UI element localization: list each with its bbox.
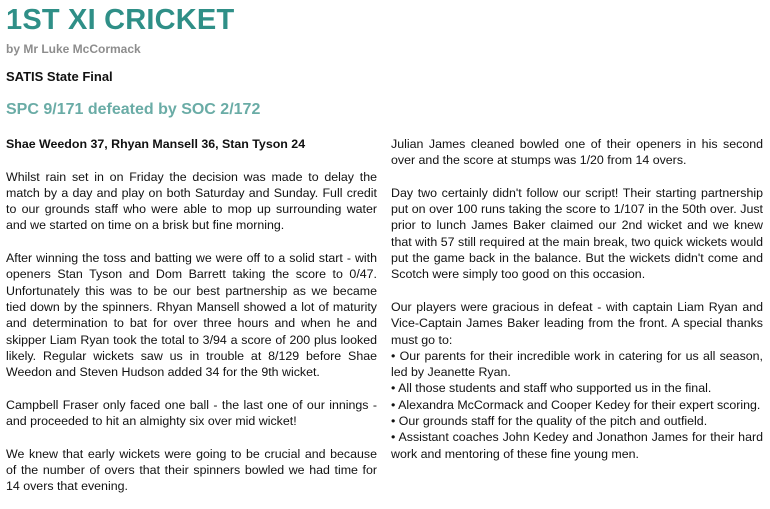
top-scorers: Shae Weedon 37, Rhyan Mansell 36, Stan Tyson 24 — [6, 137, 306, 151]
thanks-item-assistant-coaches: • Assistant coaches John Kedey and Jonathon James for their hard work and mentoring of these fine young men. — [391, 430, 763, 461]
left-column — [6, 136, 377, 495]
paragraph-batting: After winning the toss and batting we were off to a solid start - with openers Stan Tyson and Dom Barrett taking the score to 0/47. Unfortunately this was to be our best partnership as we became tied down by the spinners. Rhyan Mansell showed a lot of maturity and determination to bat for over three hours and when he and skipper Liam Ryan took the total to 3/94 a score of 200 plus looked likely. Regular wickets saw us in trouble at 8/129 before Shae Weedon and Steven Hudson added 34 for the 9th wicket. — [6, 251, 377, 380]
article-byline: by Mr Luke McCormack — [6, 42, 141, 56]
paragraph-early-wickets: We knew that early wickets were going to be crucial and because of the number of overs that their spinners bowled we had time for 14 overs that evening. — [6, 446, 377, 494]
paragraph-stumps: Julian James cleaned bowled one of their openers in his second over and the score at stumps was 1/20 from 14 overs. — [391, 137, 763, 168]
thanks-item-parents: • Our parents for their incredible work in catering for us all season, led by Jeanette Ryan. — [391, 348, 763, 380]
article-title: 1ST XI CRICKET — [6, 4, 235, 36]
paragraph-rain-delay: Whilst rain set in on Friday the decision was made to delay the match by a day and play on both Saturday and Sunday. Full credit to our grounds staff who were able to mop up surrounding water and we started on time on a brisk but fine morning. — [6, 169, 377, 233]
thanks-item-scorers: • Alexandra McCormack and Cooper Kedey for their expert scoring. — [391, 397, 761, 412]
paragraph-thanks-intro: Our players were gracious in defeat - with captain Liam Ryan and Vice-Captain James Baker leading from the front. A special thanks must go to: — [391, 299, 763, 347]
event-name: SATIS State Final — [6, 69, 113, 84]
right-column — [391, 136, 763, 462]
thanks-list — [391, 348, 763, 462]
paragraph-campbell-fraser: Campbell Fraser only faced one ball - the last one of our innings - and proceeded to hit an almighty six over mid wicket! — [6, 397, 377, 429]
thanks-item-grounds-staff: • Our grounds staff for the quality of the pitch and outfield. — [391, 414, 708, 429]
paragraph-day-two: Day two certainly didn't follow our script! Their starting partnership put on over 100 runs taking the score to 1/107 in the 50th over. Just prior to lunch James Baker claimed our 2nd wicket and we knew that with 57 still required at the main break, two quick wickets would put the game back in the balance. But the wickets didn't come and Scotch were simply too good on this occasion. — [391, 185, 763, 282]
match-result: SPC 9/171 defeated by SOC 2/172 — [6, 101, 261, 118]
thanks-item-supporters: • All those students and staff who supported us in the final. — [391, 381, 712, 396]
